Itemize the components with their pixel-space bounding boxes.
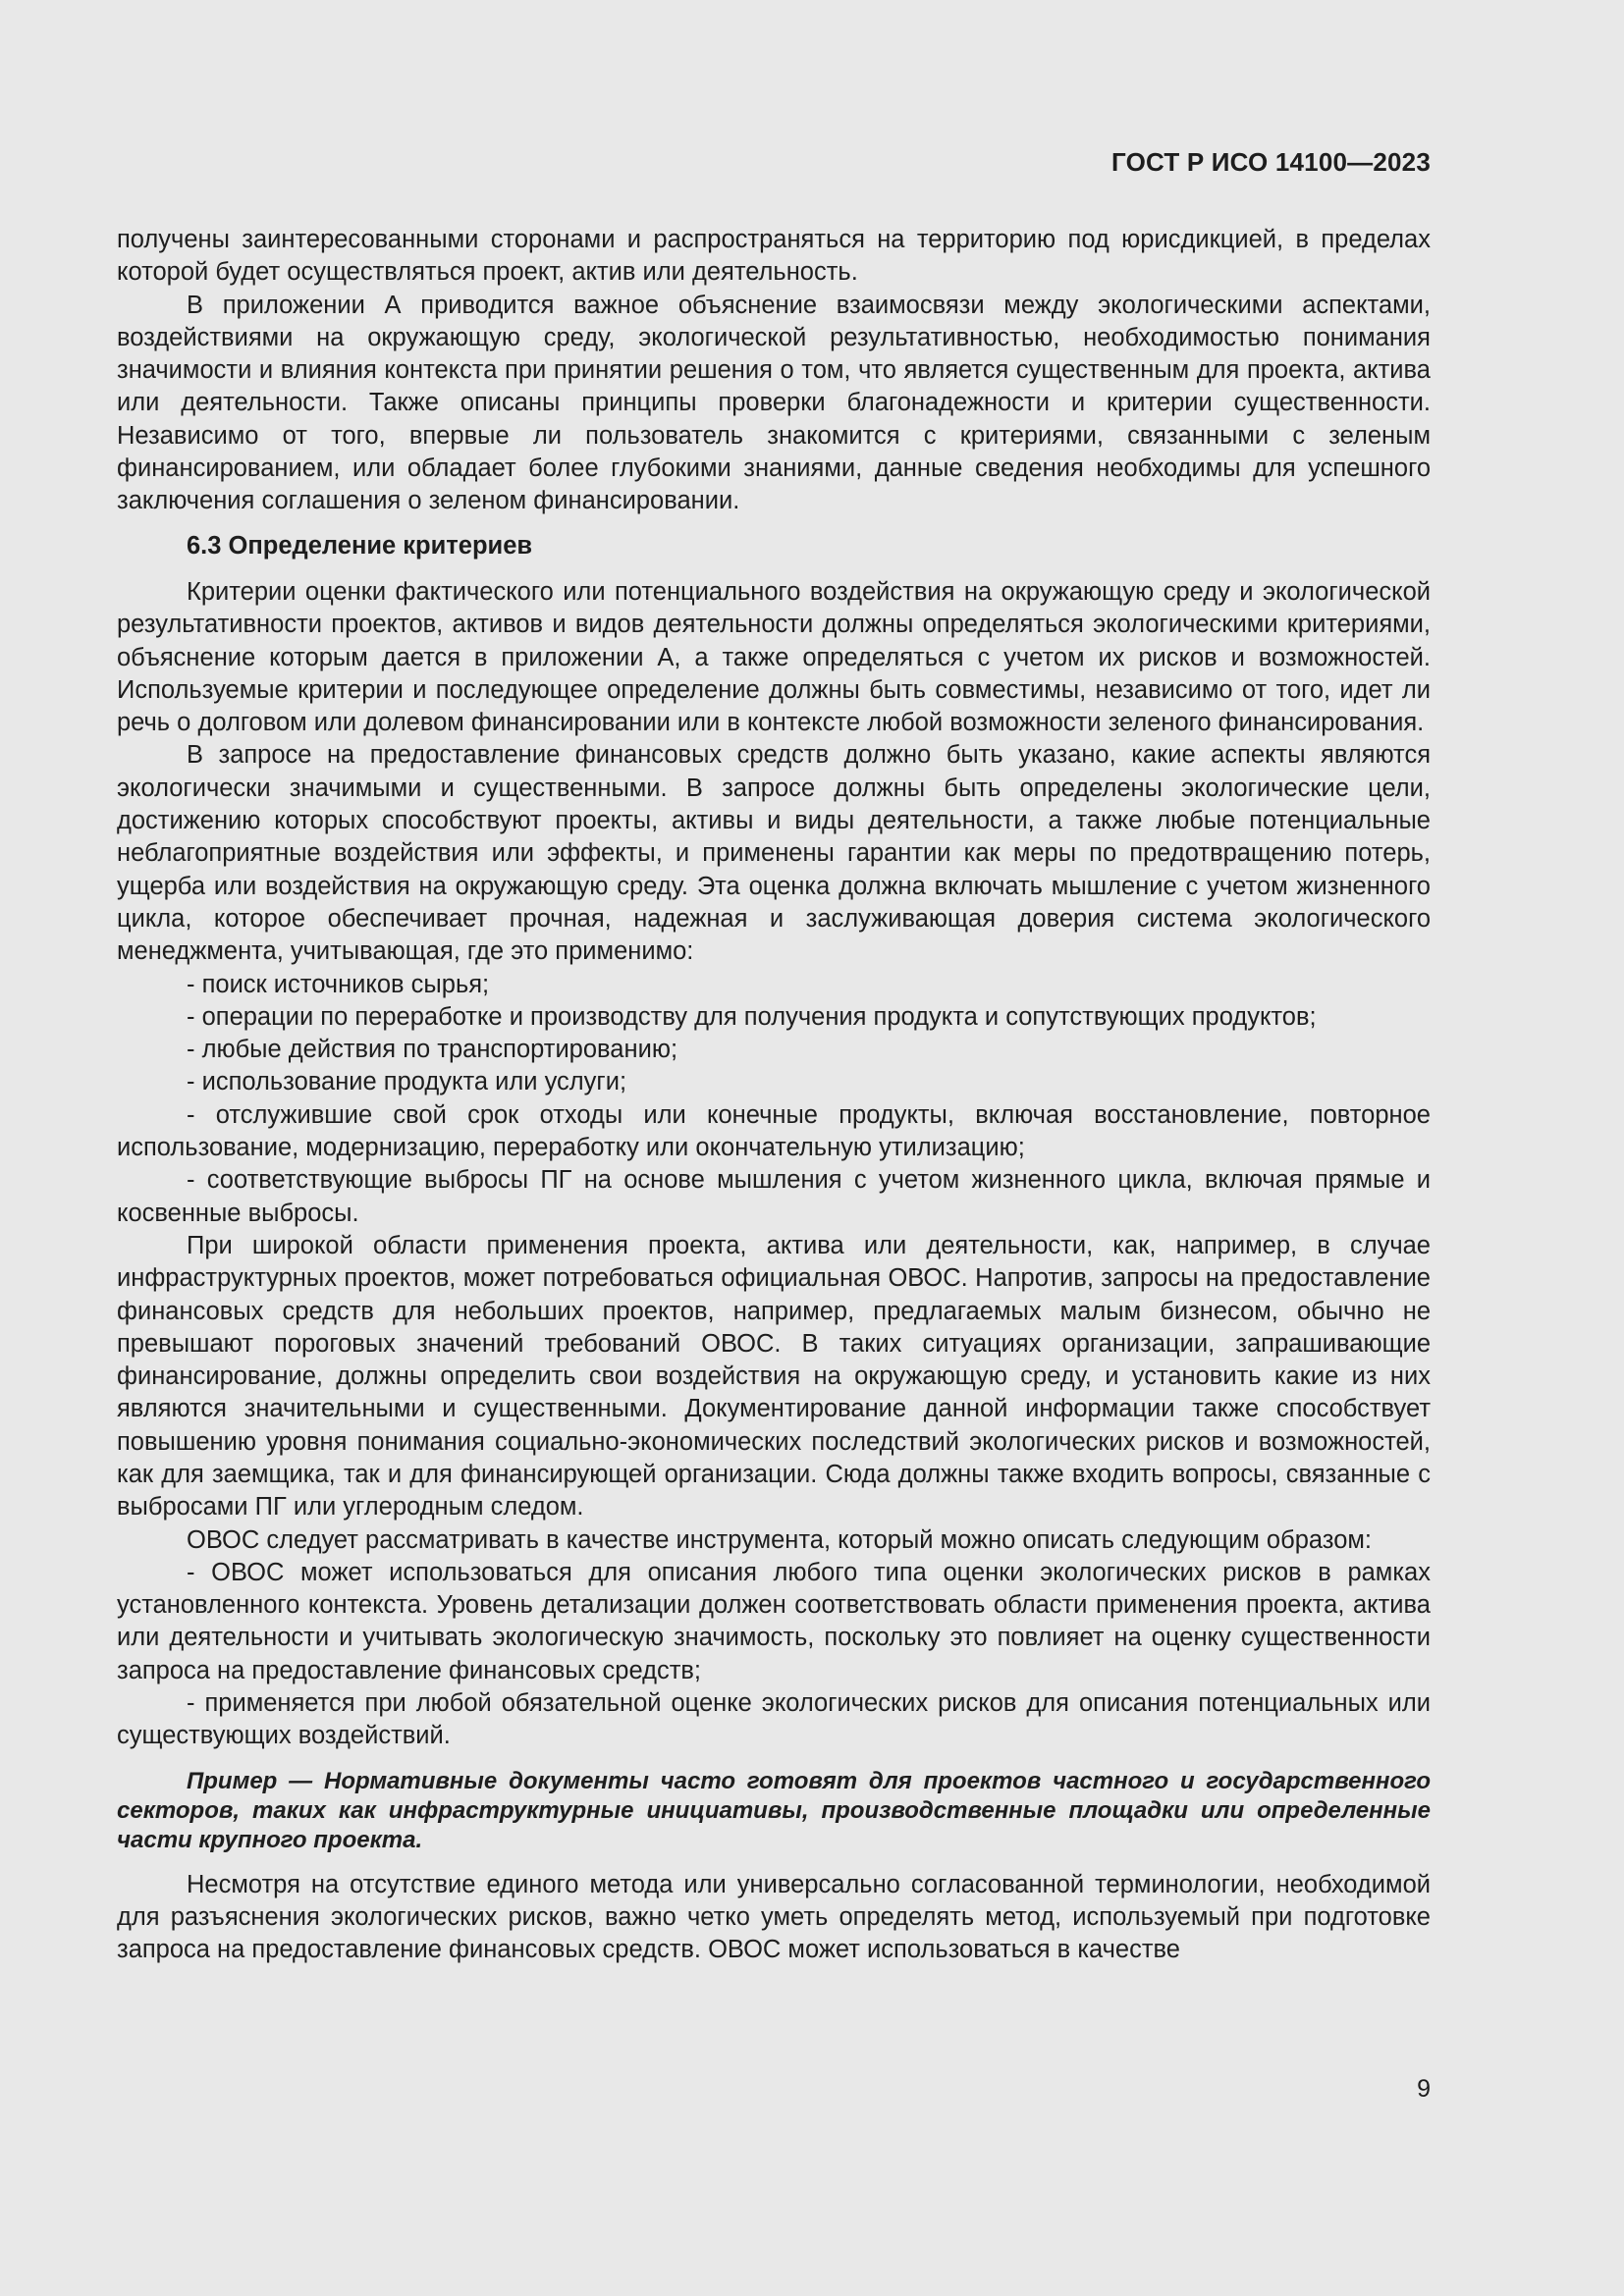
paragraph-criteria: Критерии оценки фактического или потенциального воздействия на окружающую среду и экологической результативности проектов, активов и видов деятельности должны определяться экологическими критериями, объяснение которым дается в приложении А, а также определяться с учетом их рисков и возможностей. Используемые критерии и последующее определение должны быть совместимы, независимо от того, идет ли речь о долговом или долевом финансировании или в контексте любой возможности зеленого финансирования. <box>117 577 1431 737</box>
paragraph-funding-request: В запросе на предоставление финансовых средств должно быть указано, какие аспекты являются экологически значимыми и существенными. В запросе должны быть определены экологические цели, достижению которых способствуют проекты, активы и виды деятельности, а также любые потенциальные неблагоприятные воздействия или эффекты, и применены гарантии как меры по предотвращению потерь, ущерба или воздействия на окружающую среду. Эта оценка должна включать мышление с учетом жизненного цикла, которое обеспечивает прочная, надежная и заслуживающая доверия система экологического менеджмента, учитывающая, где это применимо: <box>117 741 1431 966</box>
paragraph-continuation: получены заинтересованными сторонами и распространяться на территорию под юрисдикцией, в пределах которой будет осуществляться проект, актив или деятельность. <box>117 226 1431 287</box>
paragraph-annex-a: В приложении А приводится важное объяснение взаимосвязи между экологическими аспектами, воздействиями на окружающую среду, экологической результативностью, необходимостью понимания значимости и влияния контекста при принятии решения о том, что является существенным для проекта, актива или деятельности. Также описаны принципы проверки благонадежности и критерии существенности. Независимо от того, впервые ли пользователь знакомится с критериями, связанными с зеленым финансированием, или обладает более глубокими знаниями, данные сведения необходимы для успешного заключения соглашения о зеленом финансировании. <box>117 291 1431 515</box>
list-item: - любые действия по транспортированию; <box>187 1036 678 1064</box>
list-item: - соответствующие выбросы ПГ на основе мышления с учетом жизненного цикла, включая прямые и косвенные выбросы. <box>117 1166 1431 1227</box>
example-note: Пример — Нормативные документы часто готовят для проектов частного и государственного секторов, таких как инфраструктурные инициативы, производственные площадки или определенные части крупного проекта. <box>117 1767 1431 1853</box>
paragraph-method: Несмотря на отсутствие единого метода или универсально согласованной терминологии, необходимой для разъяснения экологических рисков, важно четко уметь определять метод, используемый при подготовке запроса на предоставление финансовых средств. ОВОС может использоваться в качестве <box>117 1870 1431 1964</box>
paragraph-ovos-tool: ОВОС следует рассматривать в качестве инструмента, который можно описать следующим образом: <box>187 1525 1373 1554</box>
section-heading: 6.3 Определение критериев <box>187 531 533 560</box>
paragraph-wide-scope: При широкой области применения проекта, актива или деятельности, как, например, в случае инфраструктурных проектов, может потребоваться официальная ОВОС. Напротив, запросы на предоставление финансовых средств для небольших проектов, например, предлагаемых малым бизнесом, обычно не превышают пороговых значений требований ОВОС. В таких ситуациях организации, запрашивающие финансирование, должны определить свои воздействия на окружающую среду, и установить какие из них являются значительными и существенными. Документирование данной информации также способствует повышению уровня понимания социально-экономических последствий экологических рисков и возможностей, как для заемщика, так и для финансирующей организации. Сюда должны также входить вопросы, связанные с выбросами ПГ или углеродным следом. <box>117 1231 1431 1522</box>
page-content <box>117 224 1431 1967</box>
list-item: - поиск источников сырья; <box>187 970 490 998</box>
list-item: - использование продукта или услуги; <box>187 1068 627 1096</box>
list-item: - применяется при любой обязательной оценке экологических рисков для описания потенциальных или существующих воздействий. <box>117 1689 1431 1750</box>
document-code-header: ГОСТ Р ИСО 14100—2023 <box>1110 147 1431 177</box>
list-item: - отслужившие свой срок отходы или конечные продукты, включая восстановление, повторное использование, модернизацию, переработку или окончательную утилизацию; <box>117 1100 1431 1162</box>
list-item: - операции по переработке и производству для получения продукта и сопутствующих продуктов; <box>187 1002 1317 1031</box>
list-item: - ОВОС может использоваться для описания любого типа оценки экологических рисков в рамках установленного контекста. Уровень детализации должен соответствовать области применения проекта, актива или деятельности и учитывать экологическую значимость, поскольку это повлияет на оценку существенности запроса на предоставление финансовых средств; <box>117 1558 1431 1684</box>
page-number: 9 <box>1417 2075 1431 2103</box>
